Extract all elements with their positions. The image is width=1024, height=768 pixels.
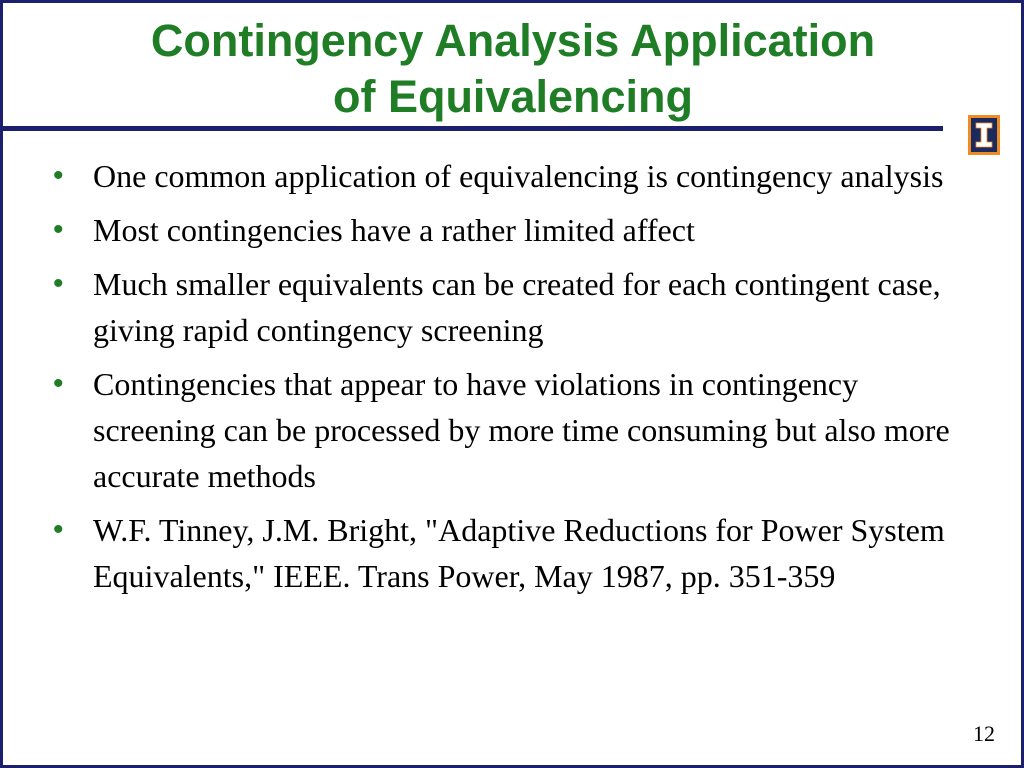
block-i-icon (974, 121, 994, 149)
bullet-item (53, 153, 973, 199)
bullet-marker: • (53, 213, 64, 246)
bullet-text: Much smaller equivalents can be created for each contingent case, giving rapid contingency screening (93, 266, 941, 348)
bullet-item (53, 361, 973, 499)
page-number: 12 (973, 721, 995, 746)
bullet-marker: • (53, 513, 64, 546)
slide-title-line-1: Contingency Analysis Application (150, 15, 876, 66)
bullet-marker: • (53, 267, 64, 300)
bullet-text: W.F. Tinney, J.M. Bright, "Adaptive Reductions for Power System Equivalents," IEEE. Trans Power, May 1987, pp. 351-359 (93, 512, 945, 594)
bullet-marker: • (53, 367, 64, 400)
illinois-logo-icon (968, 115, 1000, 155)
logo-block (971, 118, 997, 152)
bullet-marker: • (53, 159, 64, 192)
slide-title (43, 13, 983, 125)
bullet-item (53, 207, 973, 253)
bullet-item (53, 507, 973, 599)
title-divider (3, 126, 943, 131)
bullet-text: One common application of equivalencing is contingency analysis (93, 158, 944, 194)
bullet-list (53, 153, 973, 607)
slide-title-line-2: of Equivalencing (332, 71, 694, 122)
bullet-text: Contingencies that appear to have violations in contingency screening can be processed by more time consuming but also more accurate methods (93, 366, 950, 494)
bullet-item (53, 261, 973, 353)
bullet-text: Most contingencies have a rather limited affect (93, 212, 695, 248)
